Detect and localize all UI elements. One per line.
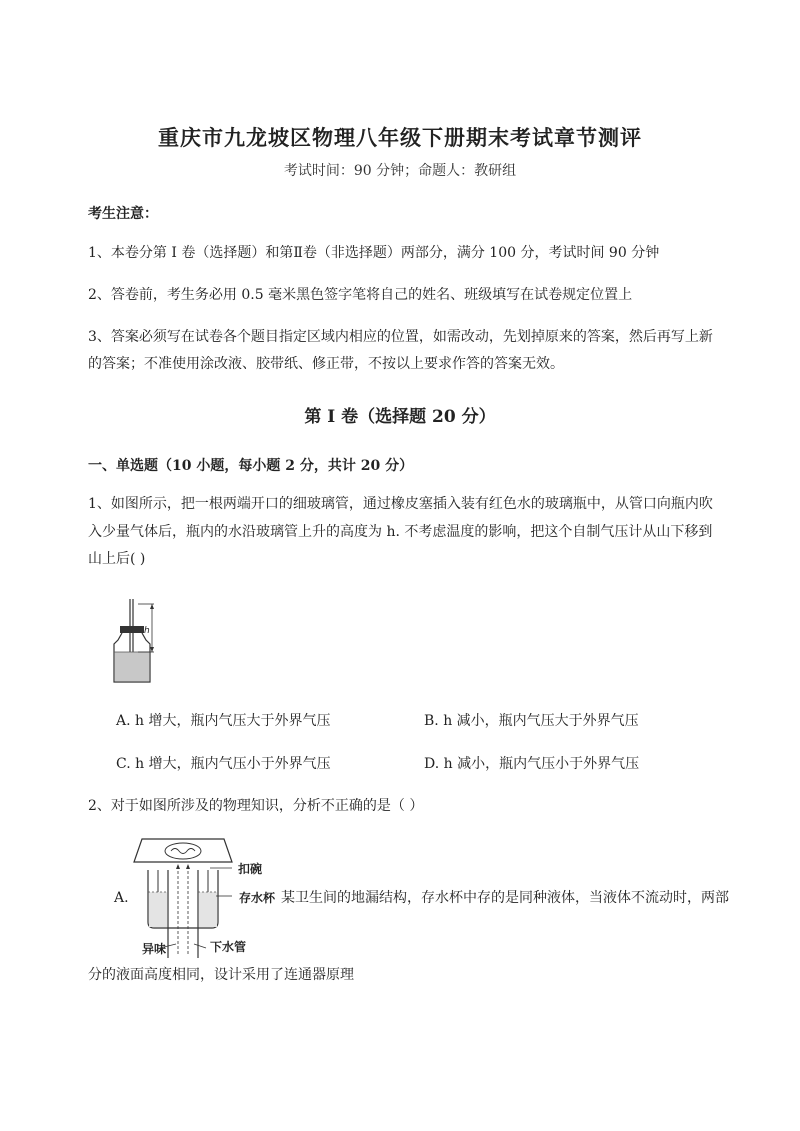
q1-option-d[interactable]: D. h 减小，瓶内气压小于外界气压 <box>424 756 640 772</box>
q1-option-a[interactable]: A. h 增大，瓶内气压大于外界气压 <box>116 713 331 729</box>
q2-option-a-text-cont: 分的液面高度相同，设计采用了连通器原理 <box>88 967 354 983</box>
barometer-figure <box>108 596 168 686</box>
exam-info: 考试时间：90 分钟；命题人：教研组 <box>283 163 517 179</box>
label-cover: 扣碗 <box>238 862 263 876</box>
part-heading: 一、单选题（10 小题，每小题 2 分，共计 20 分） <box>88 458 414 474</box>
label-odor: 异味 <box>142 942 167 956</box>
q2-stem: 2、对于如图所涉及的物理知识，分析不正确的是（ ） <box>88 798 424 814</box>
q1-stem-line-2: 入少量气体后，瓶内的水沿玻璃管上升的高度为 h. 不考虑温度的影响，把这个自制气压计从山下移到 <box>88 524 713 540</box>
label-pipe: 下水管 <box>210 940 247 954</box>
q1-stem-line-1: 1、如图所示，把一根两端开口的细玻璃管，通过橡皮塞插入装有红色水的玻璃瓶中，从管口向瓶内吹 <box>88 496 713 512</box>
section-title: 第 I 卷（选择题 20 分） <box>304 407 496 427</box>
h-label: h <box>144 626 150 636</box>
page-title: 重庆市九龙坡区物理八年级下册期末考试章节测评 <box>158 125 642 150</box>
notice-item-1: 1、本卷分第 I 卷（选择题）和第Ⅱ卷（非选择题）两部分，满分 100 分，考试时间 90 分钟 <box>88 245 660 261</box>
q2-option-a-text: 某卫生间的地漏结构，存水杯中存的是同种液体，当液体不流动时，两部 <box>281 890 729 906</box>
q1-option-b[interactable]: B. h 减小，瓶内气压大于外界气压 <box>424 713 639 729</box>
notice-heading: 考生注意： <box>88 206 158 222</box>
q2-option-a-label[interactable]: A. <box>114 890 129 906</box>
label-cup: 存水杯 <box>239 891 276 905</box>
notice-item-3-cont: 的答案；不准使用涂改液、胶带纸、修正带，不按以上要求作答的答案无效。 <box>88 356 564 372</box>
notice-item-3: 3、答案必须写在试卷各个题目指定区域内相应的位置，如需改动，先划掉原来的答案，然后再写上新 <box>88 329 713 345</box>
q1-stem-line-3: 山上后( ) <box>88 551 146 567</box>
notice-item-2: 2、答卷前，考生务必用 0.5 毫米黑色签字笔将自己的姓名、班级填写在试卷规定位置上 <box>88 287 633 303</box>
q1-option-c[interactable]: C. h 增大，瓶内气压小于外界气压 <box>116 756 331 772</box>
